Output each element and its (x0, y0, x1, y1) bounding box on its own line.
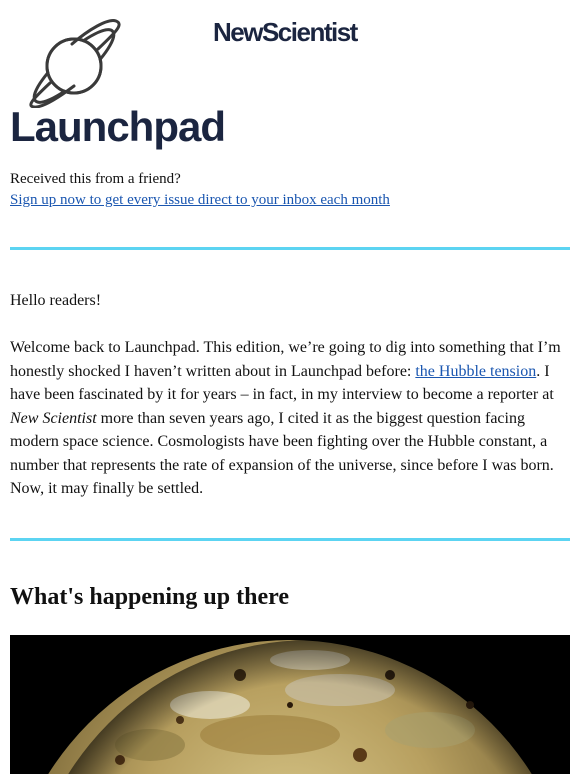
divider (10, 247, 570, 250)
paragraph-text: more than seven years ago, I cited it as the biggest question facing modern space science. Cosmologists have been fighting over the Hubble constant, a number that represents the rate of expansion of the universe, since before I was born. Now, it may finally be settled. (10, 409, 554, 497)
paragraph-text: Welcome back to Launchpad. This edition, we’re going to dig into something that I’m honestly shocked I haven’t written about in Launchpad before: (10, 339, 561, 380)
planet-icon (28, 18, 124, 108)
moon-illustration (10, 635, 570, 774)
intro-paragraph (10, 336, 570, 501)
hubble-tension-link[interactable]: the Hubble tension (415, 362, 537, 380)
greeting: Hello readers! (10, 292, 102, 309)
newsletter-title: Launchpad (10, 103, 226, 150)
signup-link[interactable]: Sign up now to get every issue direct to your inbox each month (10, 192, 390, 208)
io-moon-image (10, 635, 570, 774)
new-scientist-logo[interactable]: NewScientist (213, 17, 357, 47)
divider (10, 538, 570, 541)
section-heading: What's happening up there (10, 584, 289, 610)
publication-name: New Scientist (10, 409, 97, 427)
paragraph-text: . I have been fascinated by it for years – in fact, in my interview to become a reporter at (10, 362, 554, 403)
received-from-friend-text: Received this from a friend? (10, 171, 181, 187)
